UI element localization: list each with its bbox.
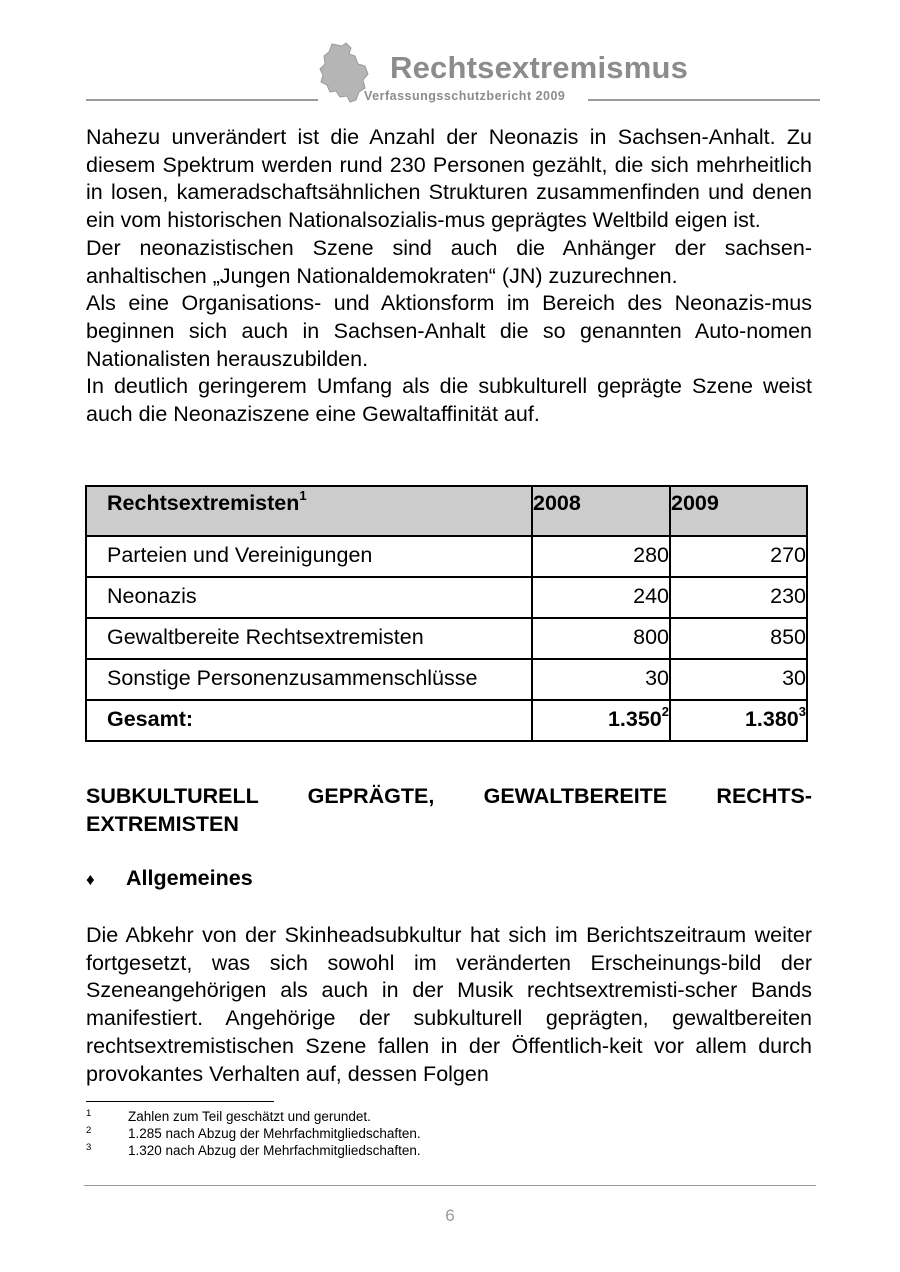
body-paragraph: Die Abkehr von der Skinheadsubkultur hat sich im Berichtszeitraum weiter fortgesetzt, was sich sowohl im veränderten Erscheinungs-bild der Szeneangehörigen als auch in der Musik rechtsextremisti-scher Bands manifestiert. Angehörige der subkulturell geprägten, gewaltbereiten rechtsextremistischen Szene fallen in der Öffentlich-keit vor allem durch provokantes Verhalten auf, dessen Folgen [86, 923, 812, 1086]
value-2008: 240 [633, 584, 669, 608]
value-2009: 850 [770, 625, 806, 649]
total-label: Gesamt: [107, 707, 194, 731]
header-rule-right [588, 99, 820, 101]
value-2009: 230 [770, 584, 806, 608]
total-2008: 1.350$^2$ [607, 703, 669, 731]
table-header-label: Rechtsextremisten$^1$ [86, 486, 532, 536]
footnote-ref: 1 [299, 487, 307, 503]
table-total-row [86, 700, 807, 741]
intro-text [86, 124, 812, 429]
footnote-number: 3 [86, 1142, 92, 1153]
header-rule-left [86, 99, 318, 101]
footer-rule [84, 1185, 816, 1186]
table-header-2008: 2008 [532, 486, 670, 536]
row-label: Parteien und Vereinigungen [107, 543, 373, 567]
header-subtitle: Verfassungsschutzbericht 2009 [364, 89, 566, 103]
subheading-text: Allgemeines [126, 866, 253, 890]
table-row [86, 659, 807, 700]
saxony-anhalt-map-icon [318, 42, 370, 104]
section-heading: SUBKULTURELL GEPRÄGTE, GEWALTBEREITE RECHTS-EXTREMISTEN [86, 784, 812, 836]
footnote-number: 2 [86, 1125, 92, 1136]
row-label: Neonazis [107, 584, 197, 608]
intro-paragraph: Als eine Organisations- und Aktionsform im Bereich des Neonazis-mus beginnen sich auch in Sachsen-Anhalt die so genannten Auto-nomen Nationalisten herauszubilden. [86, 291, 812, 371]
subheading [86, 866, 253, 891]
intro-paragraph: Der neonazistischen Szene sind auch die Anhänger der sachsen-anhaltischen „Jungen Nationaldemokraten“ (JN) zuzurechnen. [86, 235, 812, 288]
footnote-number: 1 [86, 1108, 92, 1119]
value-2008: 800 [633, 625, 669, 649]
table-row [86, 577, 807, 618]
value-2008: 280 [633, 543, 669, 567]
table-row [86, 618, 807, 659]
page-number: 6 [445, 1206, 455, 1225]
footnote-text: 1.320 nach Abzug der Mehrfachmitgliedschaften. [128, 1143, 421, 1158]
value-2009: 30 [782, 666, 806, 690]
footnote-text: 1.285 nach Abzug der Mehrfachmitgliedschaften. [128, 1126, 421, 1141]
intro-paragraph: Nahezu unverändert ist die Anzahl der Neonazis in Sachsen-Anhalt. Zu diesem Spektrum werden rund 230 Personen gezählt, die sich mehrheitlich in losen, kameradschaftsähnlichen Strukturen zusammenfinden und denen ein vom historischen Nationalsozialis-mus geprägtes Weltbild eigen ist. [86, 125, 812, 233]
value-2009: 270 [770, 543, 806, 567]
footnote-text: Zahlen zum Teil geschätzt und gerundet. [128, 1109, 371, 1124]
table-header-2009: 2009 [670, 486, 807, 536]
footnote-ref: 3 [798, 703, 806, 719]
footnote-ref: 2 [661, 703, 669, 719]
table-header-row [86, 486, 807, 536]
statistics-table [85, 485, 808, 742]
header-title: Rechtsextremismus [390, 50, 689, 85]
row-label: Gewaltbereite Rechtsextremisten [107, 625, 424, 649]
intro-paragraph: In deutlich geringerem Umfang als die subkulturell geprägte Szene weist auch die Neonaziszene eine Gewaltaffinität auf. [86, 374, 812, 427]
row-label: Sonstige Personenzusammenschlüsse [107, 666, 478, 690]
footnote-rule [86, 1101, 274, 1102]
diamond-bullet-icon: ♦ [86, 870, 95, 889]
value-2008: 30 [645, 666, 669, 690]
table-row [86, 536, 807, 577]
total-2009: 1.380$^3$ [744, 703, 806, 731]
